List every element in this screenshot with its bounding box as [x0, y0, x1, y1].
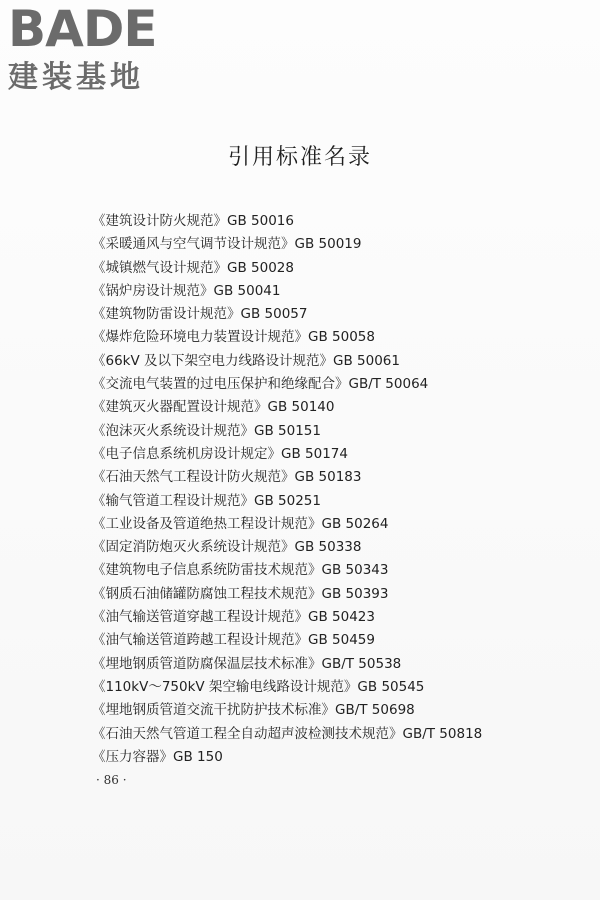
reference-item: 《采暖通风与空气调节设计规范》GB 50019	[92, 236, 362, 253]
reference-item: 《石油天然气管道工程全自动超声波检测技术规范》GB/T 50818	[92, 725, 483, 742]
reference-item: 《建筑物电子信息系统防雷技术规范》GB 50343	[92, 562, 389, 579]
reference-item: 《建筑设计防火规范》GB 50016	[92, 213, 294, 229]
reference-item: 《压力容器》GB 150	[92, 748, 223, 765]
reference-item: 《城镇燃气设计规范》GB 50028	[92, 259, 294, 276]
reference-item: 《油气输送管道穿越工程设计规范》GB 50423	[92, 609, 375, 626]
reference-list	[92, 210, 572, 769]
reference-item: 《爆炸危险环境电力装置设计规范》GB 50058	[92, 329, 375, 346]
reference-item: 《66kV 及以下架空电力线路设计规范》GB 50061	[92, 352, 400, 369]
page-title: 引用标准名录	[227, 145, 372, 170]
reference-item: 《石油天然气工程设计防火规范》GB 50183	[92, 469, 362, 486]
reference-item: 《埋地钢质管道防腐保温层技术标准》GB/T 50538	[92, 655, 402, 672]
reference-item: 《泡沫灭火系统设计规范》GB 50151	[92, 422, 321, 439]
reference-item: 《建筑灭火器配置设计规范》GB 50140	[92, 399, 335, 416]
logo-letters-de: DE	[82, 0, 157, 58]
page-number: · 86 ·	[96, 773, 127, 787]
reference-item: 《交流电气装置的过电压保护和绝缘配合》GB/T 50064	[92, 376, 429, 393]
reference-item: 《电子信息系统机房设计规定》GB 50174	[92, 445, 348, 462]
reference-item: 《工业设备及管道绝热工程设计规范》GB 50264	[92, 515, 389, 532]
logo-letter-b: B	[8, 0, 46, 58]
reference-item: 《固定消防炮灭火系统设计规范》GB 50338	[92, 539, 362, 556]
reference-item: 《埋地钢质管道交流干扰防护技术标准》GB/T 50698	[92, 702, 415, 719]
reference-item: 《钢质石油储罐防腐蚀工程技术规范》GB 50393	[92, 585, 389, 602]
reference-item: 《油气输送管道跨越工程设计规范》GB 50459	[92, 632, 375, 649]
reference-item: 《110kV～750kV 架空输电线路设计规范》GB 50545	[92, 678, 425, 695]
logo	[6, 0, 176, 95]
reference-item: 《建筑物防雷设计规范》GB 50057	[92, 306, 308, 323]
reference-item: 《锅炉房设计规范》GB 50041	[92, 282, 281, 299]
logo-tagline: 建装基地	[8, 60, 144, 95]
reference-item: 《输气管道工程设计规范》GB 50251	[92, 492, 321, 509]
logo-letter-a: A	[45, 0, 83, 58]
